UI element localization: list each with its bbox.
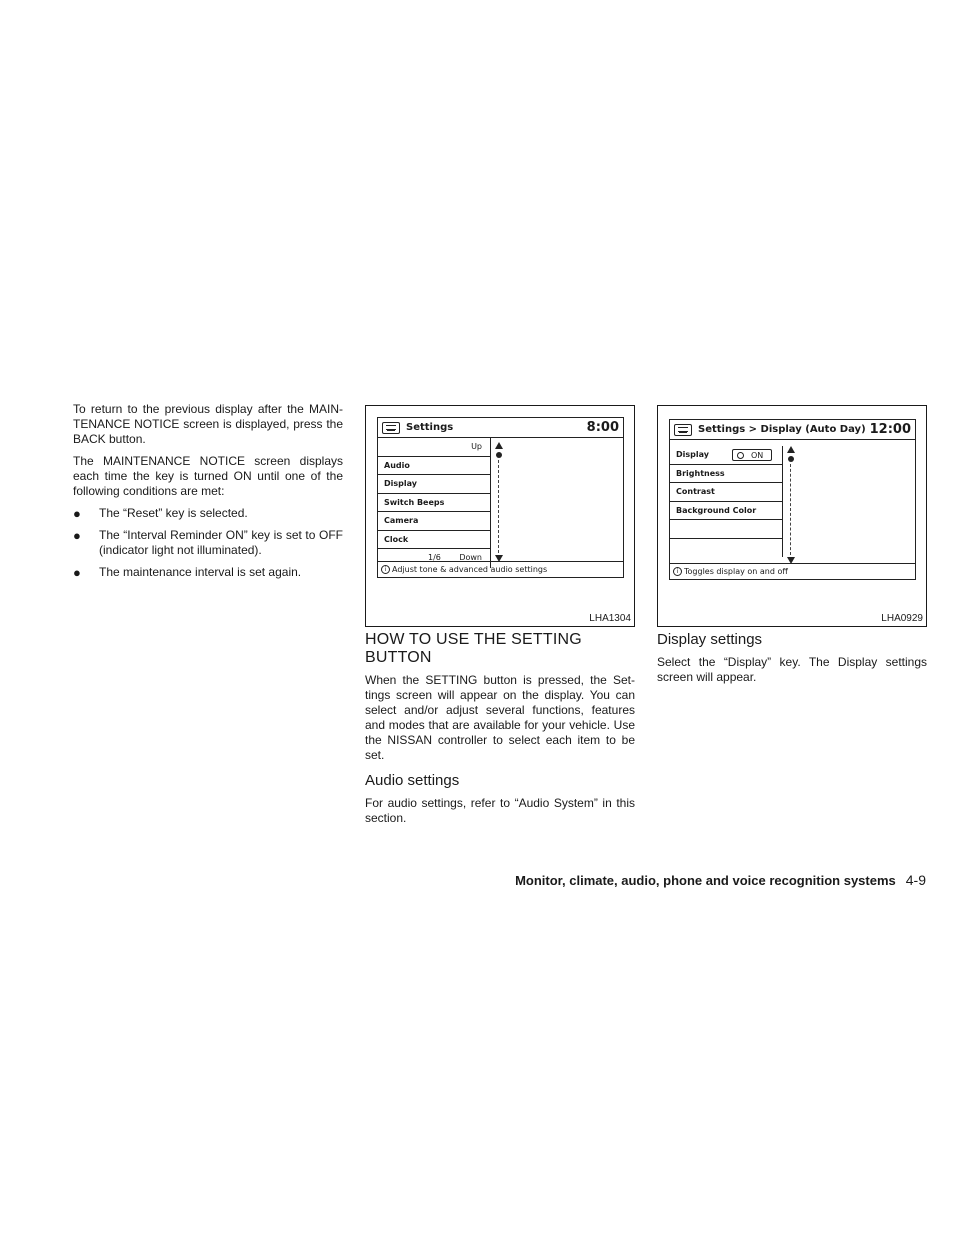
scroll-down-button[interactable]: Down	[459, 553, 482, 562]
display-toggle[interactable]: ON	[732, 449, 772, 461]
page-number: 4-9	[905, 872, 926, 888]
arrow-up-icon	[787, 446, 795, 453]
page-indicator: 1/6	[428, 553, 441, 562]
settings-menu-icon	[382, 422, 400, 434]
arrow-up-icon	[495, 442, 503, 449]
scroll-knob[interactable]	[788, 456, 794, 462]
bullet-icon: ●	[73, 528, 81, 543]
menu-item-clock[interactable]: Clock	[378, 531, 490, 550]
chapter-title: Monitor, climate, audio, phone and voice recognition systems	[515, 873, 896, 888]
figure-label: LHA1304	[589, 613, 631, 624]
display-settings-screen	[669, 419, 916, 580]
page-footer	[515, 872, 926, 888]
paragraph: For audio settings, refer to “Audio System” in this section.	[365, 796, 635, 825]
scrollbar[interactable]	[786, 446, 796, 564]
scroll-knob[interactable]	[496, 452, 502, 458]
menu-item-brightness[interactable]: Brightness	[670, 465, 782, 484]
info-icon: i	[381, 565, 390, 574]
menu-item-camera[interactable]: Camera	[378, 512, 490, 531]
list-item: ● The “Reset” key is selected.	[73, 506, 248, 521]
status-text: Toggles display on and off	[684, 567, 788, 576]
scroll-track	[790, 464, 791, 555]
figure-display-settings-screen	[657, 405, 927, 627]
subsection-heading: Audio settings	[365, 772, 460, 789]
menu-item-background-color[interactable]: Background Color	[670, 502, 782, 521]
status-text: Adjust tone & advanced audio settings	[392, 565, 548, 574]
info-icon: i	[673, 567, 682, 576]
settings-menu-icon	[674, 424, 692, 436]
figure-label: LHA0929	[881, 613, 923, 624]
settings-screen	[377, 417, 624, 578]
screen-title-bar	[378, 418, 623, 438]
list-item: ● The “Interval Reminder ON” key is set to OFF (indicator light not illuminated).	[73, 528, 343, 557]
menu-item-display[interactable]: Display ON	[670, 446, 782, 465]
screen-title: Settings > Display (Auto Day)	[698, 424, 866, 435]
menu-item-empty	[670, 520, 782, 539]
screen-clock: 8:00	[586, 420, 619, 435]
display-menu	[670, 446, 783, 557]
status-bar	[670, 563, 915, 579]
bullet-icon: ●	[73, 565, 81, 580]
scroll-up-button[interactable]: Up	[378, 438, 490, 457]
menu-item-empty	[670, 539, 782, 558]
screen-title-bar	[670, 420, 915, 440]
screen-title: Settings	[406, 422, 454, 433]
menu-item-display[interactable]: Display	[378, 475, 490, 494]
menu-item-audio[interactable]: Audio	[378, 457, 490, 476]
status-bar	[378, 561, 623, 577]
scroll-track	[498, 460, 499, 553]
left-column	[73, 402, 343, 587]
middle-column	[365, 631, 635, 833]
list-item: ● The maintenance interval is set again.	[73, 565, 302, 580]
menu-item-switch-beeps[interactable]: Switch Beeps	[378, 494, 490, 513]
figure-settings-screen	[365, 405, 635, 627]
bullet-icon: ●	[73, 506, 81, 521]
menu-item-contrast[interactable]: Contrast	[670, 483, 782, 502]
paragraph: When the SETTING button is pressed, the Set-tings screen will appear on the display. You can select and/or adjust several functions, features and modes that are available for your vehicle. Use the NISSAN controller to select each item to be set.	[365, 673, 635, 762]
screen-clock: 12:00	[869, 422, 911, 437]
right-column	[657, 631, 927, 692]
scrollbar[interactable]	[494, 442, 504, 562]
paragraph: Select the “Display” key. The Display settings screen will appear.	[657, 655, 927, 684]
subsection-heading: Display settings	[657, 631, 763, 648]
paragraph: The MAINTENANCE NOTICE screen displays each time the key is turned ON until one of the following conditions are met:	[73, 454, 343, 498]
section-heading: HOW TO USE THE SETTING BUTTON	[365, 631, 582, 666]
paragraph: To return to the previous display after the MAIN-TENANCE NOTICE screen is displayed, press the BACK button.	[73, 402, 343, 446]
bullet-list	[73, 506, 343, 580]
settings-menu	[378, 438, 491, 568]
